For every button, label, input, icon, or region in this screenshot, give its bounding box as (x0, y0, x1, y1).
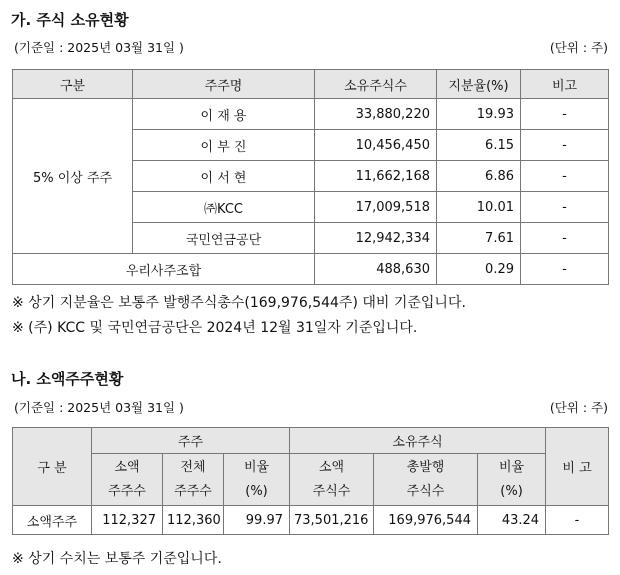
table-row (13, 99, 609, 130)
note-cell: - (521, 130, 609, 161)
note-cell: - (521, 223, 609, 254)
header-ratio: 지분율(%) (437, 70, 521, 99)
header-owned-shares: 소유주식 (290, 428, 546, 454)
row-label: 소액주주 (13, 506, 92, 535)
section2-title: 나. 소액주주현황 (11, 370, 124, 388)
header-note: 비 고 (546, 428, 609, 506)
shareholder-name: 이 부 진 (133, 130, 315, 161)
shares-cell: 11,662,168 (315, 161, 437, 192)
ratio-cell: 6.86 (437, 161, 521, 192)
section1-date: (기준일 : 2025년 03월 31일 ) (14, 40, 184, 55)
footnote: ※ 상기 수치는 보통주 기준입니다. (12, 551, 222, 567)
note-cell: - (521, 192, 609, 223)
holder-ratio-cell: 99.97 (224, 506, 290, 535)
shareholder-name: 이 재 용 (133, 99, 315, 130)
share-ratio-cell: 43.24 (478, 506, 546, 535)
group-label: 5% 이상 주주 (13, 99, 133, 254)
table-row (13, 506, 609, 535)
note-cell: - (546, 506, 609, 535)
major-shareholders-table (12, 69, 609, 285)
header-note: 비고 (521, 70, 609, 99)
shares-cell: 488,630 (315, 254, 437, 285)
shares-cell: 17,009,518 (315, 192, 437, 223)
header-share-ratio: 비율 (%) (478, 454, 546, 506)
shares-cell: 10,456,450 (315, 130, 437, 161)
footnote: ※ 상기 지분율은 보통주 발행주식총수(169,976,544주) 대비 기준입니다. (12, 295, 466, 311)
ratio-cell: 6.15 (437, 130, 521, 161)
shareholder-name: 이 서 현 (133, 161, 315, 192)
header-total-shares: 총발행 주식수 (374, 454, 478, 506)
total-shares-cell: 169,976,544 (374, 506, 478, 535)
header-holder-ratio: 비율 (%) (224, 454, 290, 506)
shares-cell: 12,942,334 (315, 223, 437, 254)
minor-shares-cell: 73,501,216 (290, 506, 374, 535)
header-shareholders: 주주 (92, 428, 290, 454)
section2-date: (기준일 : 2025년 03월 31일 ) (14, 400, 184, 415)
total-holders-cell: 112,360 (163, 506, 224, 535)
ratio-cell: 0.29 (437, 254, 521, 285)
ratio-cell: 10.01 (437, 192, 521, 223)
footnote: ※ (주) KCC 및 국민연금공단은 2024년 12월 31일자 기준입니다. (12, 320, 418, 336)
esop-label: 우리사주조합 (13, 254, 315, 285)
header-gubun: 구 분 (13, 428, 92, 506)
shareholder-name: ㈜KCC (133, 192, 315, 223)
header-total-holders: 전체 주주수 (163, 454, 224, 506)
note-cell: - (521, 161, 609, 192)
header-minor-holders: 소액 주주수 (92, 454, 163, 506)
minority-shareholders-table (12, 427, 609, 535)
section1-unit: (단위 : 주) (549, 40, 608, 55)
note-cell: - (521, 99, 609, 130)
header-gubun: 구분 (13, 70, 133, 99)
section1-title: 가. 주식 소유현황 (11, 11, 129, 29)
minor-holders-cell: 112,327 (92, 506, 163, 535)
header-shareholder-name: 주주명 (133, 70, 315, 99)
ratio-cell: 19.93 (437, 99, 521, 130)
header-shares: 소유주식수 (315, 70, 437, 99)
section2-unit: (단위 : 주) (549, 400, 608, 415)
note-cell: - (521, 254, 609, 285)
shareholder-name: 국민연금공단 (133, 223, 315, 254)
shares-cell: 33,880,220 (315, 99, 437, 130)
ratio-cell: 7.61 (437, 223, 521, 254)
header-minor-shares: 소액 주식수 (290, 454, 374, 506)
table-row (13, 254, 609, 285)
